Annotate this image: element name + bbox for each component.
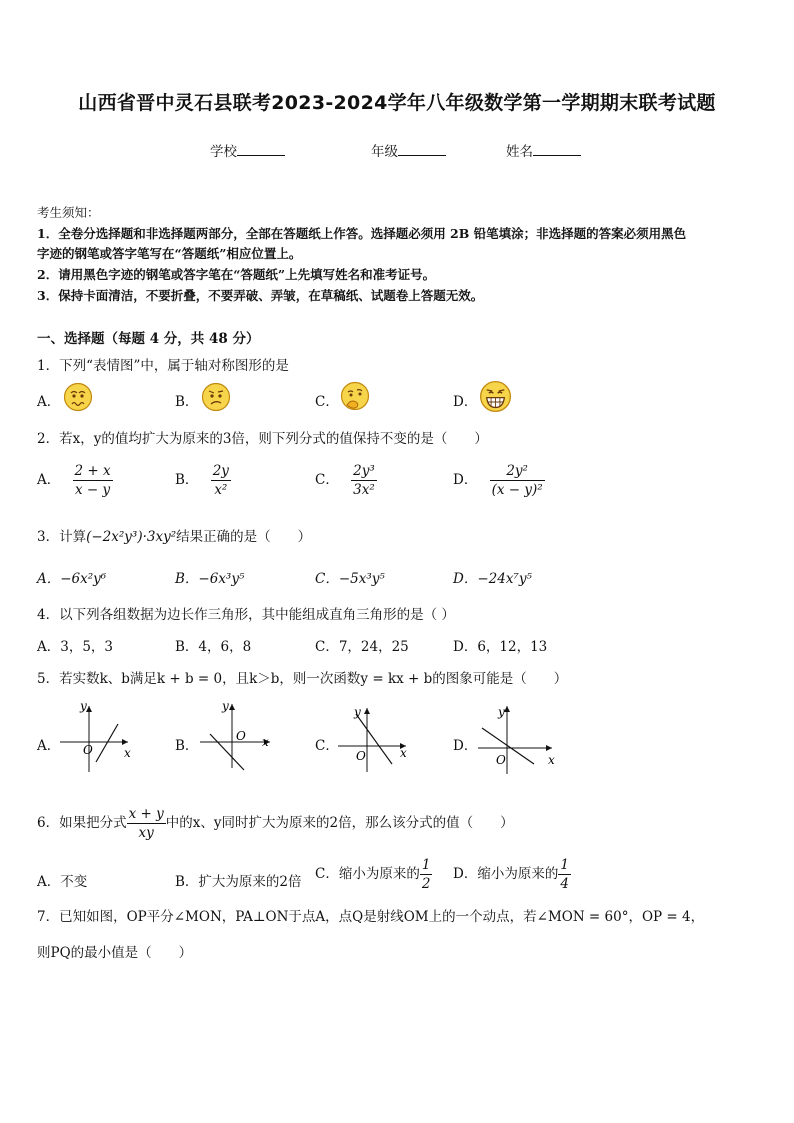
name-blank[interactable]: [533, 143, 581, 156]
notice-item-1-cont: 字迹的钢笔或答字笔写在“答题纸”相应位置上。: [37, 246, 302, 261]
q2-d-fraction: $\frac{\text{2y²}}{\text{(x − y)²}}$: [491, 463, 543, 498]
grinning-face-icon: [479, 380, 512, 413]
q5-b-x-label: x: [262, 735, 269, 749]
q3-option-a: A．−6x²y⁶: [37, 571, 107, 587]
question-2-stem: 2．若x，y的值均扩大为原来的3倍，则下列分式的值保持不变的是（ ）: [37, 431, 488, 447]
q5-option-d-label: D．: [453, 738, 478, 754]
school-blank[interactable]: [237, 143, 285, 156]
q6-d-fraction: $\frac{1}{4}$: [560, 857, 569, 892]
q2-option-d: D． $\frac{\text{2y²}}{\text{(x − y)²}}$: [453, 463, 543, 498]
notice-item-2: 2．请用黑色字迹的钢笔或答字笔在“答题纸”上先填写姓名和准考证号。: [37, 267, 436, 282]
q5-graph-c: [336, 702, 431, 777]
q2-a-fraction: $\frac{2 + x}{x - y}$: [74, 463, 111, 498]
question-7-stem-cont: 则PQ的最小值是（ ）: [37, 945, 193, 961]
q5-graph-a: [58, 700, 153, 775]
q6-option-d: D．缩小为原来的 $\frac{1}{4}$: [453, 857, 569, 892]
q1-option-b-label: B．: [175, 394, 199, 410]
grade-blank[interactable]: [398, 143, 446, 156]
q5-d-y-label: y: [498, 705, 505, 719]
question-6-stem: 6．如果把分式 $\frac{x + y}{xy}$ 中的x、y同时扩大为原来的2倍，那么该分式的值（ ）: [37, 806, 514, 841]
notice-heading: 考生须知：: [37, 205, 100, 220]
q5-b-y-label: y: [222, 699, 229, 713]
q5-c-origin-label: O: [356, 749, 366, 763]
q1-option-d-label: D．: [453, 394, 478, 410]
q4-option-c: C．7，24，25: [315, 639, 409, 655]
q5-option-c-label: C．: [315, 738, 339, 754]
q5-b-origin-label: O: [236, 729, 246, 743]
grade-field: 年级: [371, 140, 446, 160]
school-field: 学校: [210, 140, 285, 160]
q5-option-b-label: B．: [175, 738, 199, 754]
q2-c-fraction: $\frac{\text{2y³}}{\text{3x²}}$: [353, 463, 375, 498]
q1-option-a-label: A．: [37, 394, 61, 410]
question-3-stem: 3．计算(−2x²y³)·3xy²结果正确的是（ ）: [37, 529, 312, 545]
q5-graph-d: [476, 702, 571, 777]
q6-fraction: $\frac{x + y}{xy}$: [128, 806, 164, 841]
q2-option-b: B． $\frac{2y}{\text{x²}}$: [175, 463, 229, 498]
q6-option-b: B．扩大为原来的2倍: [175, 874, 302, 890]
question-5-stem: 5．若实数k、b满足k + b = 0，且k＞b，则一次函数y = kx + b的图象可能是（ ）: [37, 671, 568, 687]
q3-option-d: D．−24x⁷y⁵: [453, 571, 532, 587]
q4-option-a: A．3，5，3: [37, 639, 114, 655]
notice-item-3: 3．保持卡面清洁，不要折叠，不要弄破、弄皱，在草稿纸、试题卷上答题无效。: [37, 288, 484, 303]
section-heading: 一、选择题（每题 4 分，共 48 分）: [37, 331, 260, 347]
q5-c-y-label: y: [354, 705, 361, 719]
q2-b-fraction: $\frac{2y}{\text{x²}}$: [212, 463, 229, 498]
q5-a-origin-label: O: [83, 743, 93, 757]
confused-face-icon: [201, 382, 231, 412]
q2-option-a: A． $\frac{2 + x}{x - y}$: [37, 463, 111, 498]
page-title: 山西省晋中灵石县联考2023-2024学年八年级数学第一学期期末联考试题: [78, 92, 716, 114]
q3-option-c: C．−5x³y⁵: [315, 571, 385, 587]
thinking-face-icon: [340, 381, 370, 411]
q4-option-b: B．4，6，8: [175, 639, 252, 655]
q5-a-y-label: y: [80, 700, 87, 713]
notice-item-1: 1．全卷分选择题和非选择题两部分，全部在答题纸上作答。选择题必须用 2B 铅笔填涂；非选择题的答案必须用黑色: [37, 226, 687, 241]
question-4-stem: 4．以下列各组数据为边长作三角形，其中能组成直角三角形的是（ ）: [37, 607, 455, 623]
q3-option-b: B．−6x³y⁵: [175, 571, 245, 587]
q5-c-x-label: x: [400, 746, 407, 760]
question-1-stem: 1．下列“表情图”中，属于轴对称图形的是: [37, 358, 289, 374]
name-field: 姓名: [506, 140, 581, 160]
question-7-stem: 7．已知如图，OP平分∠MON，PA⊥ON于点A，点Q是射线OM上的一个动点，若∠MON = 60°，OP = 4，: [37, 909, 705, 925]
q6-option-c: C．缩小为原来的 $\frac{1}{2}$: [315, 857, 431, 892]
q5-d-origin-label: O: [496, 753, 506, 767]
worried-face-icon: [63, 382, 93, 412]
q6-option-a: A．不变: [37, 874, 88, 890]
q2-option-c: C． $\frac{\text{2y³}}{\text{3x²}}$: [315, 463, 375, 498]
q6-c-fraction: $\frac{1}{2}$: [421, 857, 431, 892]
q1-option-c-label: C．: [315, 394, 339, 410]
q5-graph-b: [196, 698, 291, 773]
q5-d-x-label: x: [548, 753, 555, 767]
q5-option-a-label: A．: [37, 738, 61, 754]
q4-option-d: D．6，12，13: [453, 639, 548, 655]
q5-a-x-label: x: [124, 746, 131, 760]
q3-expression: (−2x²y³)·3xy²: [86, 529, 177, 545]
